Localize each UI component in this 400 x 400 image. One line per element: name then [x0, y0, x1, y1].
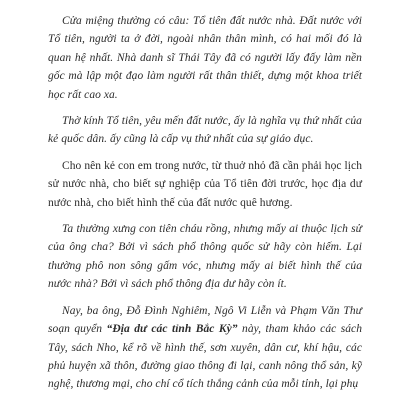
book-title: “Địa dư các tỉnh Bắc Kỳ”	[106, 323, 238, 336]
paragraph-4: Ta thường xưng con tiên cháu rồng, nhưng mấy ai thuộc lịch sử của ông cha? Bởi vì sách phổ thông quốc sử hãy còn hiếm. Lại thường phô non sông gấm vóc, nhưng mấy ai biết hình thế của nước nhà? Bởi vì sách phổ thông địa dư hãy còn ít.	[48, 223, 362, 291]
body-text	[48, 12, 362, 400]
paragraph-5	[48, 302, 362, 394]
paragraph-3: Cho nên kẻ con em trong nước, từ thuở nhỏ đã cần phải học lịch sử nước nhà, cho biết sự nghiệp của Tổ tiên đời trước, học địa dư nước nhà, cho biết hình thế của đất nước quê hương.	[48, 159, 362, 209]
paragraph-5-lead: Nay, ba ông, Đỗ Đình Nghiêm, Ngô Vi Liễn và Phạm Văn Thư soạn quyển	[48, 304, 362, 336]
paragraph-1: Cửa miệng thường có câu: Tổ tiên đất nước nhà. Đất nước với Tổ tiên, người ta ở đời, ngoài nhân thân mình, có hai mối đó là quan hệ nhất. Nhà danh sĩ Thái Tây đã có người lấy đấy làm nền gốc mà lập một đạo làm người rất thân thiết, dựng một khoa triết học rất cao xa.	[48, 15, 362, 101]
paragraph-5-rest: này, tham khảo các sách Tây, sách Nho, kể rõ về hình thế, sơn xuyên, dân cư, khí hậu, các phủ huyện xã thôn, đường giao thông đi lại, canh nông thổ sản, kỹ nghệ, thương mại, cho chí cổ tích thắng cảnh của mỗi tỉnh, lại phụ	[48, 323, 363, 391]
paragraph-2: Thờ kính Tổ tiên, yêu mến đất nước, ấy là nghĩa vụ thứ nhất của kẻ quốc dân. ấy cũng là cấp vụ thứ nhất của sự giáo dục.	[48, 115, 362, 146]
